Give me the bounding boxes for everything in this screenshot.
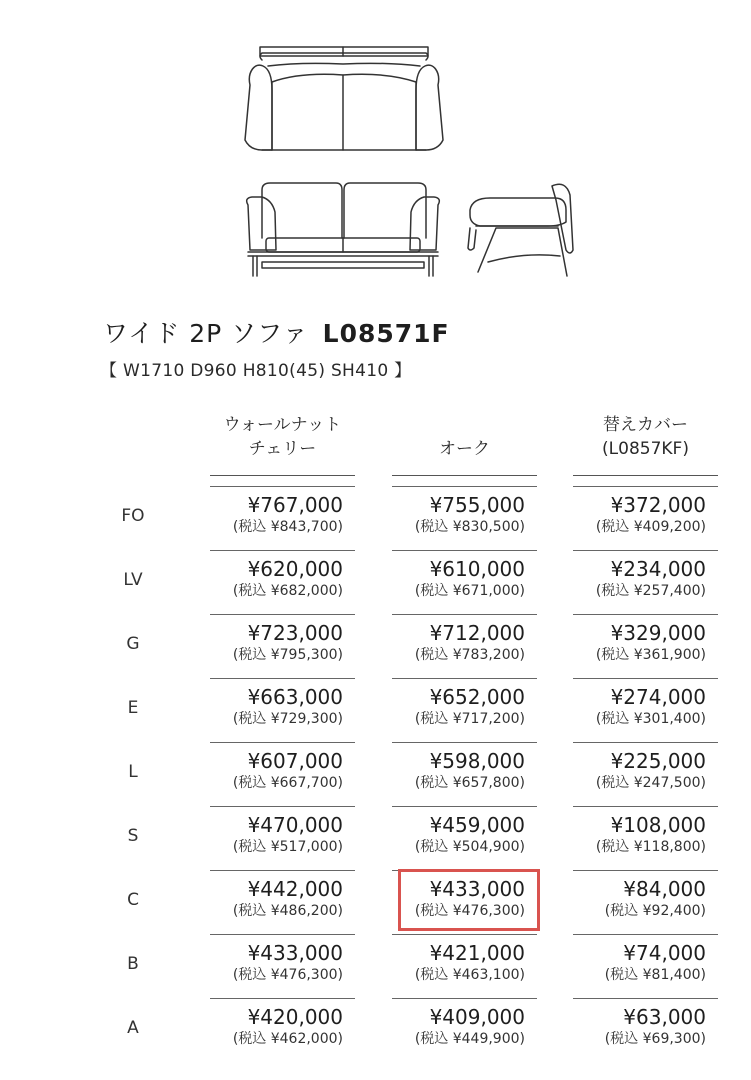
column-header-walnut-cherry <box>210 413 355 476</box>
grade-label: S <box>127 826 139 846</box>
grade-label: G <box>126 634 140 654</box>
column-header-line2: チェリー <box>248 439 317 459</box>
tax-included-price: (税込 ¥504,900) <box>414 839 525 855</box>
price-cell <box>573 486 718 548</box>
column-header-replacement-cover <box>573 413 718 476</box>
sofa-front-view <box>247 183 440 276</box>
price-cell <box>573 934 718 996</box>
product-dimensions: 【 W1710 D960 H810(45) SH410 】 <box>100 361 412 381</box>
price-cell <box>392 678 537 740</box>
price-cell <box>392 998 537 1060</box>
price-cell <box>210 486 355 548</box>
price-value: ¥84,000 <box>623 877 706 901</box>
tax-included-price: (税込 ¥462,000) <box>232 1031 343 1047</box>
price-cell <box>210 870 355 932</box>
grade-label: LV <box>123 570 143 590</box>
price-cell <box>573 998 718 1060</box>
tax-included-price: (税込 ¥717,200) <box>414 711 525 727</box>
price-value: ¥767,000 <box>247 493 343 517</box>
tax-included-price: (税込 ¥257,400) <box>595 583 706 599</box>
price-value: ¥421,000 <box>429 941 525 965</box>
tax-included-price: (税込 ¥843,700) <box>232 519 343 535</box>
column-header-line1: ウォールナット <box>223 415 342 435</box>
price-cell <box>210 614 355 676</box>
price-value: ¥723,000 <box>247 621 343 645</box>
tax-included-price: (税込 ¥657,800) <box>414 775 525 791</box>
price-cell <box>210 998 355 1060</box>
price-value: ¥433,000 <box>429 877 525 901</box>
tax-included-price: (税込 ¥449,900) <box>414 1031 525 1047</box>
price-value: ¥409,000 <box>429 1005 525 1029</box>
price-cell <box>210 550 355 612</box>
tax-included-price: (税込 ¥671,000) <box>414 583 525 599</box>
price-value: ¥598,000 <box>429 749 525 773</box>
price-cell <box>573 742 718 804</box>
price-cell <box>573 678 718 740</box>
price-value: ¥620,000 <box>247 557 343 581</box>
price-cell <box>392 614 537 676</box>
price-cell <box>392 934 537 996</box>
product-model-number: L08571F <box>322 319 450 348</box>
grade-label: L <box>128 762 138 782</box>
grade-label: FO <box>121 506 145 526</box>
tax-included-price: (税込 ¥476,300) <box>414 903 525 919</box>
product-name: ワイド 2P ソファ <box>103 319 309 348</box>
tax-included-price: (税込 ¥517,000) <box>232 839 343 855</box>
price-cell <box>392 742 537 804</box>
tax-included-price: (税込 ¥92,400) <box>604 903 706 919</box>
highlight-box <box>398 869 540 931</box>
price-value: ¥663,000 <box>247 685 343 709</box>
grade-label: C <box>127 890 139 910</box>
price-cell <box>392 806 537 868</box>
price-value: ¥372,000 <box>610 493 706 517</box>
price-value: ¥225,000 <box>610 749 706 773</box>
price-cell <box>210 934 355 996</box>
price-value: ¥459,000 <box>429 813 525 837</box>
column-header-line2: (L0857KF) <box>602 439 689 459</box>
grade-label: E <box>127 698 139 718</box>
price-value: ¥108,000 <box>610 813 706 837</box>
price-cell <box>573 870 718 932</box>
product-title <box>103 314 450 350</box>
tax-included-price: (税込 ¥476,300) <box>232 967 343 983</box>
column-header-line1: 替えカバー <box>603 415 688 435</box>
tax-included-price: (税込 ¥247,500) <box>595 775 706 791</box>
grade-label: A <box>127 1018 139 1038</box>
tax-included-price: (税込 ¥301,400) <box>595 711 706 727</box>
tax-included-price: (税込 ¥830,500) <box>414 519 525 535</box>
tax-included-price: (税込 ¥486,200) <box>232 903 343 919</box>
price-value: ¥755,000 <box>429 493 525 517</box>
price-value: ¥74,000 <box>623 941 706 965</box>
tax-included-price: (税込 ¥795,300) <box>232 647 343 663</box>
price-cell <box>573 614 718 676</box>
price-cell <box>392 550 537 612</box>
sofa-line-drawing <box>0 0 751 290</box>
price-value: ¥329,000 <box>610 621 706 645</box>
price-value: ¥470,000 <box>247 813 343 837</box>
tax-included-price: (税込 ¥361,900) <box>595 647 706 663</box>
price-value: ¥433,000 <box>247 941 343 965</box>
tax-included-price: (税込 ¥69,300) <box>604 1031 706 1047</box>
price-value: ¥610,000 <box>429 557 525 581</box>
price-value: ¥234,000 <box>610 557 706 581</box>
price-cell <box>210 678 355 740</box>
price-value: ¥712,000 <box>429 621 525 645</box>
sofa-side-view <box>468 184 573 276</box>
price-value: ¥274,000 <box>610 685 706 709</box>
price-value: ¥607,000 <box>247 749 343 773</box>
price-cell <box>210 806 355 868</box>
price-value: ¥420,000 <box>247 1005 343 1029</box>
tax-included-price: (税込 ¥682,000) <box>232 583 343 599</box>
tax-included-price: (税込 ¥81,400) <box>604 967 706 983</box>
column-header-line1 <box>392 413 537 437</box>
price-cell <box>573 550 718 612</box>
price-value: ¥63,000 <box>623 1005 706 1029</box>
tax-included-price: (税込 ¥783,200) <box>414 647 525 663</box>
tax-included-price: (税込 ¥118,800) <box>595 839 706 855</box>
price-cell <box>210 742 355 804</box>
column-header-line2: オーク <box>439 439 490 459</box>
price-cell <box>392 486 537 548</box>
price-value: ¥442,000 <box>247 877 343 901</box>
price-value: ¥652,000 <box>429 685 525 709</box>
sofa-top-view <box>245 47 443 150</box>
column-header-oak <box>392 413 537 476</box>
tax-included-price: (税込 ¥667,700) <box>232 775 343 791</box>
grade-label: B <box>127 954 139 974</box>
price-cell <box>573 806 718 868</box>
tax-included-price: (税込 ¥409,200) <box>595 519 706 535</box>
tax-included-price: (税込 ¥729,300) <box>232 711 343 727</box>
tax-included-price: (税込 ¥463,100) <box>414 967 525 983</box>
